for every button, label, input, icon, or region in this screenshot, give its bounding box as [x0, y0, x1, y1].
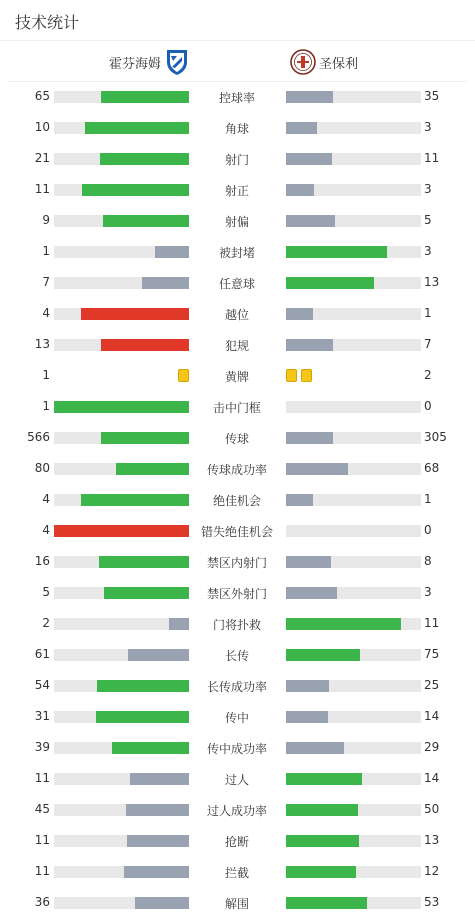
- away-bar-fill: [286, 432, 333, 444]
- away-value: 0: [424, 523, 432, 537]
- home-bar-fill: [112, 742, 189, 754]
- stat-row: [0, 267, 475, 298]
- stat-label: 过人: [224, 773, 249, 787]
- away-bar-track: [286, 835, 421, 847]
- home-bar-fill: [101, 91, 189, 103]
- home-value: 10: [34, 120, 50, 134]
- home-value: 39: [34, 740, 50, 754]
- home-bar-fill: [128, 649, 189, 661]
- stat-row: [0, 825, 475, 856]
- stat-label: 抢断: [224, 835, 249, 849]
- home-bar-fill: [101, 432, 189, 444]
- home-bar-track: [54, 215, 189, 227]
- away-bar-fill: [286, 742, 344, 754]
- teams-bar: [0, 41, 475, 81]
- home-yellow-cards: [174, 369, 189, 382]
- away-bar-fill: [286, 463, 348, 475]
- home-value: 5: [42, 585, 50, 599]
- home-bar-fill: [116, 463, 189, 475]
- stat-label: 过人成功率: [206, 804, 267, 818]
- away-value: 7: [424, 337, 432, 351]
- home-value: 61: [34, 647, 50, 661]
- home-bar-track: [54, 711, 189, 723]
- away-bar-track: [286, 525, 421, 537]
- stat-row: [0, 391, 475, 422]
- away-bar-fill: [286, 680, 329, 692]
- home-bar-track: [54, 897, 189, 909]
- away-value: 12: [424, 864, 440, 878]
- home-value: 11: [34, 182, 50, 196]
- stat-label: 拦截: [224, 866, 249, 880]
- home-value: 11: [34, 864, 50, 878]
- away-value: 1: [424, 306, 432, 320]
- stat-row: [0, 205, 475, 236]
- home-value: 16: [34, 554, 50, 568]
- stat-row: [0, 701, 475, 732]
- away-bar-fill: [286, 835, 359, 847]
- home-bar-track: [54, 432, 189, 444]
- stat-row: [0, 81, 475, 112]
- home-value: 566: [27, 430, 50, 444]
- stat-label: 黄牌: [224, 370, 249, 384]
- home-bar-fill: [54, 401, 189, 413]
- away-bar-track: [286, 91, 421, 103]
- away-bar-fill: [286, 773, 362, 785]
- away-bar-fill: [286, 556, 331, 568]
- away-bar-track: [286, 153, 421, 165]
- stat-label: 错失绝佳机会: [200, 525, 273, 539]
- away-value: 3: [424, 120, 432, 134]
- away-bar-track: [286, 184, 421, 196]
- away-bar-fill: [286, 91, 333, 103]
- home-bar-fill: [103, 215, 189, 227]
- away-bar-track: [286, 463, 421, 475]
- yellow-card-icon: [301, 369, 312, 382]
- stat-row: [0, 608, 475, 639]
- stat-row: [0, 794, 475, 825]
- home-bar-fill: [81, 308, 189, 320]
- st-pauli-crest-icon: [290, 49, 316, 75]
- home-bar-track: [54, 680, 189, 692]
- home-value: 9: [42, 213, 50, 227]
- stat-row: [0, 484, 475, 515]
- home-bar-track: [54, 184, 189, 196]
- away-value: 11: [424, 616, 440, 630]
- away-bar-track: [286, 246, 421, 258]
- away-bar-fill: [286, 494, 313, 506]
- away-value: 3: [424, 244, 432, 258]
- away-value: 68: [424, 461, 440, 475]
- stat-row: [0, 577, 475, 608]
- stat-label: 传球: [224, 432, 249, 446]
- home-bar-track: [54, 339, 189, 351]
- stat-row: [0, 887, 475, 918]
- stats-list: [0, 81, 475, 918]
- home-bar-track: [54, 618, 189, 630]
- away-bar-track: [286, 649, 421, 661]
- home-value: 45: [34, 802, 50, 816]
- home-bar-track: [54, 866, 189, 878]
- away-bar-track: [286, 401, 421, 413]
- stat-row: [0, 360, 475, 391]
- stat-row: [0, 143, 475, 174]
- away-bar-fill: [286, 587, 337, 599]
- away-bar-track: [286, 711, 421, 723]
- home-bar-track: [54, 308, 189, 320]
- home-bar-fill: [100, 153, 189, 165]
- home-bar-track: [54, 91, 189, 103]
- away-bar-track: [286, 277, 421, 289]
- stat-label: 传中: [224, 711, 249, 725]
- home-bar-fill: [127, 835, 189, 847]
- home-value: 80: [34, 461, 50, 475]
- home-bar-track: [54, 494, 189, 506]
- away-value: 0: [424, 399, 432, 413]
- home-bar-track: [54, 835, 189, 847]
- away-bar-track: [286, 308, 421, 320]
- away-value: 75: [424, 647, 440, 661]
- home-value: 11: [34, 833, 50, 847]
- away-bar-fill: [286, 711, 328, 723]
- away-bar-track: [286, 432, 421, 444]
- away-bar-track: [286, 618, 421, 630]
- stat-row: [0, 329, 475, 360]
- away-value: 13: [424, 833, 440, 847]
- stats-header: [0, 0, 475, 41]
- home-bar-fill: [96, 711, 189, 723]
- away-bar-fill: [286, 246, 387, 258]
- stat-label: 射正: [224, 184, 249, 198]
- home-bar-track: [54, 773, 189, 785]
- home-bar-fill: [126, 804, 189, 816]
- home-bar-fill: [142, 277, 189, 289]
- home-bar-fill: [81, 494, 189, 506]
- stat-label: 被封堵: [218, 246, 255, 260]
- home-value: 1: [42, 244, 50, 258]
- home-bar-fill: [135, 897, 189, 909]
- stat-label: 传球成功率: [206, 463, 267, 477]
- home-bar-track: [54, 556, 189, 568]
- away-yellow-cards: [286, 369, 316, 382]
- away-bar-track: [286, 587, 421, 599]
- home-value: 1: [42, 399, 50, 413]
- away-bar-track: [286, 556, 421, 568]
- away-value: 2: [424, 368, 432, 382]
- stat-row: [0, 112, 475, 143]
- stat-row: [0, 670, 475, 701]
- stat-row: [0, 639, 475, 670]
- away-value: 305: [424, 430, 447, 444]
- away-bar-fill: [286, 897, 367, 909]
- home-team-name: 霍芬海姆: [108, 57, 161, 72]
- home-bar-fill: [104, 587, 189, 599]
- page-title: 技术统计: [15, 13, 80, 32]
- away-value: 35: [424, 89, 440, 103]
- away-bar-track: [286, 742, 421, 754]
- home-value: 31: [34, 709, 50, 723]
- stat-row: [0, 422, 475, 453]
- away-value: 50: [424, 802, 440, 816]
- away-bar-fill: [286, 618, 401, 630]
- stat-label: 门将扑救: [212, 618, 261, 632]
- home-value: 4: [42, 523, 50, 537]
- home-bar-fill: [82, 184, 189, 196]
- home-value: 4: [42, 306, 50, 320]
- home-value: 13: [34, 337, 50, 351]
- away-bar-fill: [286, 649, 360, 661]
- stat-row: [0, 546, 475, 577]
- away-bar-fill: [286, 277, 374, 289]
- away-value: 5: [424, 213, 432, 227]
- home-bar-fill: [101, 339, 189, 351]
- home-bar-fill: [130, 773, 189, 785]
- home-bar-track: [54, 463, 189, 475]
- away-bar-fill: [286, 184, 314, 196]
- away-bar-fill: [286, 339, 333, 351]
- stat-row: [0, 174, 475, 205]
- stat-label: 传中成功率: [206, 742, 267, 756]
- away-value: 8: [424, 554, 432, 568]
- home-value: 2: [42, 616, 50, 630]
- away-value: 13: [424, 275, 440, 289]
- stat-label: 越位: [224, 308, 249, 322]
- away-bar-fill: [286, 153, 332, 165]
- home-bar-track: [54, 246, 189, 258]
- away-bar-track: [286, 122, 421, 134]
- home-value: 7: [42, 275, 50, 289]
- home-bar-track: [54, 804, 189, 816]
- stat-row: [0, 856, 475, 887]
- away-team-name: 圣保利: [319, 57, 359, 72]
- home-bar-track: [54, 649, 189, 661]
- stat-row: [0, 298, 475, 329]
- home-value: 1: [42, 368, 50, 382]
- home-bar-track: [54, 401, 189, 413]
- stat-label: 击中门框: [212, 401, 261, 415]
- stat-label: 解围: [224, 897, 249, 911]
- away-value: 3: [424, 182, 432, 196]
- away-bar-track: [286, 215, 421, 227]
- stat-label: 禁区外射门: [206, 587, 267, 601]
- home-bar-track: [54, 525, 189, 537]
- home-bar-track: [54, 587, 189, 599]
- home-bar-fill: [85, 122, 189, 134]
- away-bar-fill: [286, 308, 313, 320]
- stat-row: [0, 763, 475, 794]
- stat-label: 射门: [224, 153, 249, 167]
- away-value: 3: [424, 585, 432, 599]
- home-bar-fill: [169, 618, 189, 630]
- away-bar-fill: [286, 804, 358, 816]
- home-value: 4: [42, 492, 50, 506]
- stat-label: 绝佳机会: [212, 494, 261, 508]
- home-bar-track: [54, 122, 189, 134]
- away-value: 1: [424, 492, 432, 506]
- home-bar-fill: [124, 866, 189, 878]
- away-value: 29: [424, 740, 440, 754]
- stat-label: 角球: [224, 122, 249, 136]
- home-value: 21: [34, 151, 50, 165]
- stat-label: 犯规: [224, 339, 249, 353]
- away-bar-track: [286, 339, 421, 351]
- away-bar-fill: [286, 215, 335, 227]
- stat-label: 任意球: [218, 277, 255, 291]
- yellow-card-icon: [178, 369, 189, 382]
- stat-row: [0, 453, 475, 484]
- stat-label: 控球率: [218, 91, 255, 105]
- home-bar-fill: [99, 556, 189, 568]
- home-bar-fill: [155, 246, 189, 258]
- hoffenheim-crest-icon: [165, 48, 189, 76]
- away-bar-track: [286, 804, 421, 816]
- home-value: 54: [34, 678, 50, 692]
- away-value: 14: [424, 709, 440, 723]
- stat-row: [0, 236, 475, 267]
- stat-label: 长传成功率: [206, 680, 267, 694]
- away-value: 14: [424, 771, 440, 785]
- home-bar-fill: [97, 680, 189, 692]
- away-bar-fill: [286, 866, 356, 878]
- home-bar-track: [54, 277, 189, 289]
- home-value: 65: [34, 89, 50, 103]
- stat-label: 长传: [224, 649, 249, 663]
- yellow-card-icon: [286, 369, 297, 382]
- home-value: 36: [34, 895, 50, 909]
- away-value: 53: [424, 895, 440, 909]
- home-bar-fill: [54, 525, 189, 537]
- stat-row: [0, 515, 475, 546]
- home-bar-track: [54, 153, 189, 165]
- away-value: 11: [424, 151, 440, 165]
- stat-label: 射偏: [224, 215, 249, 229]
- away-bar-track: [286, 773, 421, 785]
- home-bar-track: [54, 742, 189, 754]
- away-value: 25: [424, 678, 440, 692]
- away-bar-track: [286, 680, 421, 692]
- home-value: 11: [34, 771, 50, 785]
- stat-row: [0, 732, 475, 763]
- away-bar-track: [286, 866, 421, 878]
- stat-label: 禁区内射门: [206, 556, 267, 570]
- away-bar-track: [286, 897, 421, 909]
- away-bar-track: [286, 494, 421, 506]
- away-bar-fill: [286, 122, 317, 134]
